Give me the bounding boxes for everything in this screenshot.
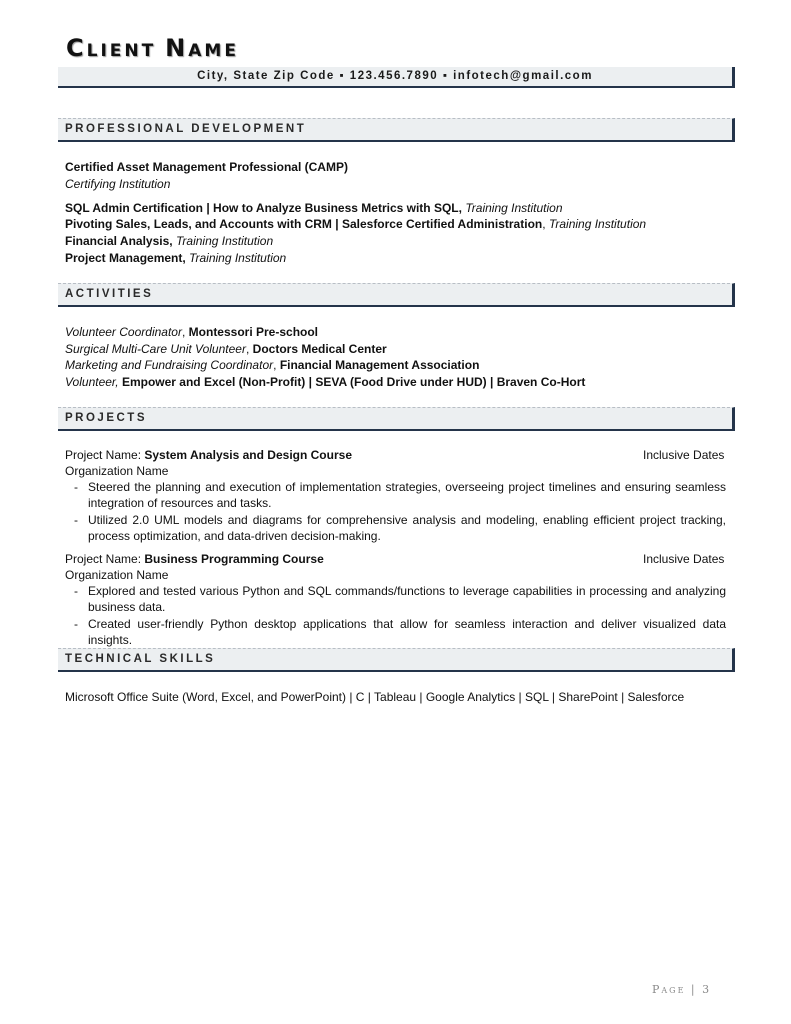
section-title: PROFESSIONAL DEVELOPMENT bbox=[65, 123, 307, 135]
project-dates: Inclusive Dates bbox=[643, 448, 725, 462]
activity-item: Marketing and Fundraising Coordinator, Financial Management Association bbox=[65, 358, 480, 372]
contact-bar: City, State Zip Code ▪ 123.456.7890 ▪ infotech@gmail.com bbox=[58, 67, 735, 88]
section-title: TECHNICAL SKILLS bbox=[65, 653, 216, 665]
page-number: 3 bbox=[702, 983, 712, 996]
section-header-technical-skills bbox=[58, 648, 735, 672]
client-name bbox=[66, 34, 239, 62]
project-organization: Organization Name bbox=[65, 464, 169, 478]
project-bullet: - Steered the planning and execution of implementation strategies, overseeing project timelines and ensuring seamless integration of resources and tasks. bbox=[74, 480, 726, 510]
cert-item: SQL Admin Certification | How to Analyze Business Metrics with SQL, Training Institution bbox=[65, 201, 563, 215]
camp-institution: Certifying Institution bbox=[65, 177, 171, 191]
project-title: Project Name: Business Programming Course bbox=[65, 552, 324, 566]
section-title: PROJECTS bbox=[65, 412, 147, 424]
cert-item: Pivoting Sales, Leads, and Accounts with CRM | Salesforce Certified Administration, Training Institution bbox=[65, 217, 647, 231]
name-initial-last: N bbox=[165, 34, 189, 62]
project-title: Project Name: System Analysis and Design Course bbox=[65, 448, 352, 462]
section-header-projects bbox=[58, 407, 735, 431]
cert-item: Financial Analysis, Training Institution bbox=[65, 234, 274, 248]
name-rest-last: AME bbox=[188, 41, 239, 61]
project-organization: Organization Name bbox=[65, 568, 169, 582]
project-bullet: - Utilized 2.0 UML models and diagrams for comprehensive analysis and modeling, enabling efficient project tracking, process optimization, and data-driven decision-making. bbox=[74, 513, 726, 543]
page-separator: | bbox=[690, 983, 697, 996]
name-rest-first: LIENT bbox=[86, 41, 157, 61]
technical-skills-list: Microsoft Office Suite (Word, Excel, and PowerPoint) | C | Tableau | Google Analytics | SQL | SharePoint | Salesforce bbox=[65, 690, 685, 704]
cert-item: Project Management, Training Institution bbox=[65, 251, 287, 265]
project-bullet: - Created user-friendly Python desktop applications that allow for seamless interaction and deliver visualized data insights. bbox=[74, 617, 726, 647]
activity-item: Volunteer, Empower and Excel (Non-Profit) | SEVA (Food Drive under HUD) | Braven Co-Hort bbox=[65, 375, 586, 389]
section-header-professional-development bbox=[58, 118, 735, 142]
camp-title: Certified Asset Management Professional (CAMP) bbox=[65, 160, 348, 174]
activity-item: Volunteer Coordinator, Montessori Pre-school bbox=[65, 325, 319, 339]
project-bullet: - Explored and tested various Python and SQL commands/functions to leverage capabilities in processing and analyzing business data. bbox=[74, 584, 726, 614]
name-initial-first: C bbox=[66, 34, 87, 62]
page-label: Page bbox=[652, 983, 686, 996]
project-dates: Inclusive Dates bbox=[643, 552, 725, 566]
section-header-activities bbox=[58, 283, 735, 307]
activity-item: Surgical Multi-Care Unit Volunteer, Doctors Medical Center bbox=[65, 342, 387, 356]
page-footer bbox=[652, 983, 711, 996]
section-title: ACTIVITIES bbox=[65, 288, 154, 300]
